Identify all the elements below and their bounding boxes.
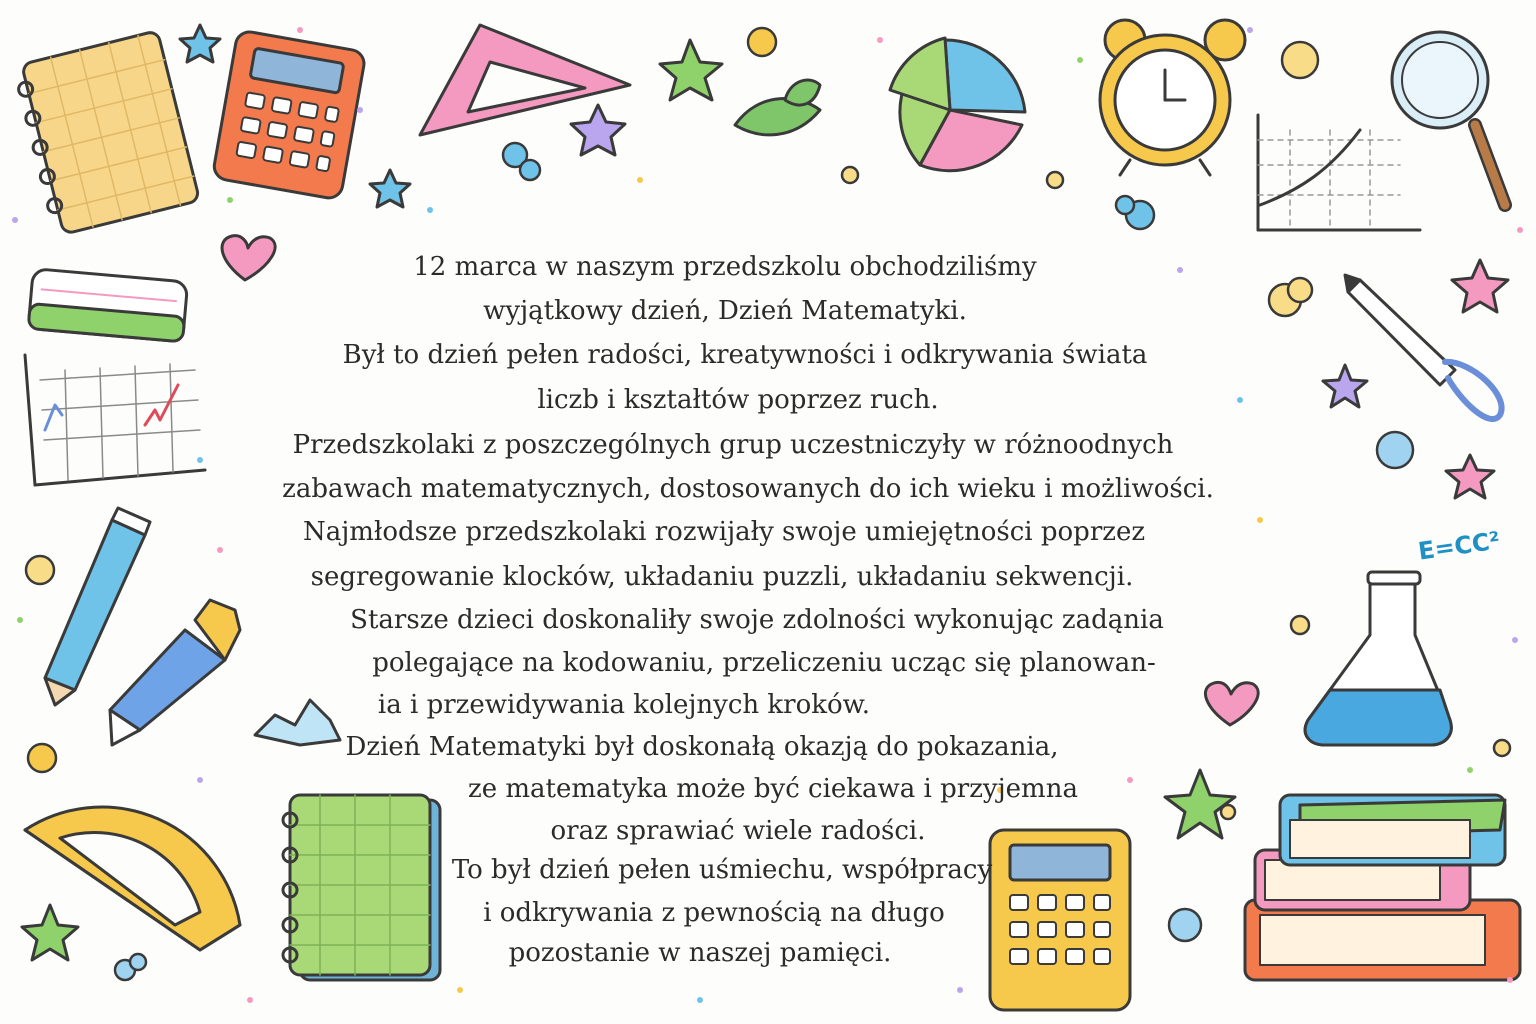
calculator-icon bbox=[212, 30, 366, 200]
leaf-icon bbox=[735, 80, 820, 135]
magnifier-icon bbox=[1392, 32, 1505, 205]
marker-icon bbox=[110, 600, 240, 745]
eraser-icon bbox=[28, 269, 188, 342]
green-notebook-icon bbox=[283, 795, 440, 980]
yellow-calculator-icon bbox=[990, 830, 1130, 1010]
formula-label: E=CC² bbox=[1416, 526, 1502, 566]
pencil-icon bbox=[45, 508, 150, 705]
line-graph-icon bbox=[1258, 115, 1420, 230]
pie-chart-icon bbox=[890, 38, 1025, 171]
grid-notebook-icon bbox=[13, 31, 200, 237]
book-stack-icon bbox=[1245, 795, 1520, 980]
grid-chart-icon bbox=[25, 355, 205, 485]
alarm-clock-icon bbox=[1100, 20, 1245, 175]
crystal-icon bbox=[255, 700, 340, 745]
flask-icon bbox=[1305, 572, 1451, 745]
